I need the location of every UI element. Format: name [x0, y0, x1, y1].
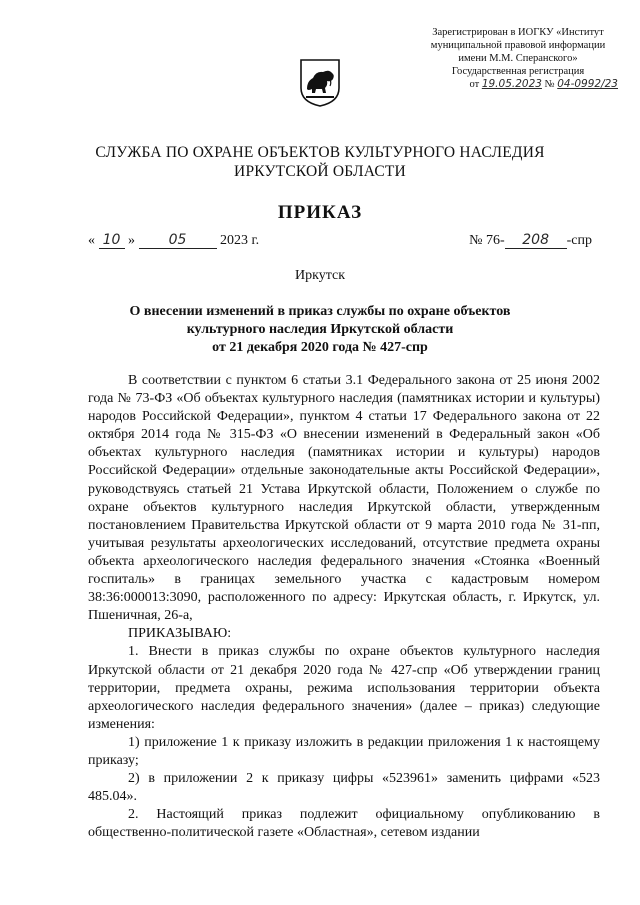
irkutsk-coat-of-arms-icon [298, 58, 342, 108]
registration-line-4: Государственная регистрация [451, 66, 585, 77]
date-day: 10 [99, 232, 125, 249]
registration-date: 19.05.2023 [481, 78, 542, 90]
order-number-suffix: -спр [566, 233, 592, 248]
date-month: 05 [139, 232, 217, 249]
item-1: 1. Внести в приказ службы по охране объектов культурного наследия Иркутской области от 21 декабря 2020 года № 427-спр «Об утверждении границ территории, предмета охраны, режима использования территории объекта археологического наследия федерального значения» (далее – приказ) следующие изменения: [88, 644, 600, 732]
agency-name-line-2: ИРКУТСКОЙ ОБЛАСТИ [234, 163, 406, 180]
subject-line-3: от 21 декабря 2020 года № 427-спр [212, 340, 428, 355]
preamble-paragraph: В соответствии с пунктом 6 статьи 3.1 Федерального закона от 25 июня 2002 года № 73-ФЗ «Об объектах культурного наследия (памятниках истории и культуры) народов Российской Федерации», пунктом 4 статьи 17 Федерального закона от 22 октября 2014 года № 315-ФЗ «О внесении изменений в Федеральный закон «Об объектах культурного наследия (памятниках истории и культуры) народов Российской Федерации» отдельные законодательные акты Российской Федерации», руководствуясь статьей 21 Устава Иркутской области, Положением о службе по охране объектов культурного наследия Иркутской области, утвержденным постановлением Правительства Иркутской области от 9 марта 2010 года № 31-пп, учитывая результаты археологических исследований, отсутствие предмета охраны объекта археологического наследия федерального значения «Стоянка «Военный госпиталь» в границах земельного участка с кадастровым номером 38:36:000013:3090, расположенного по адресу: Иркутская область, г. Иркутск, ул. Пшеничная, 26-а, [88, 373, 600, 624]
order-subject [60, 303, 580, 357]
document-body [88, 372, 600, 842]
subject-line-2: культурного наследия Иркутской области [186, 322, 454, 337]
order-number-value: 208 [505, 232, 567, 249]
item-2: 2. Настоящий приказ подлежит официальному опубликованию в общественно-политической газете «Областная», сетевом издании [88, 807, 600, 841]
date-open-quote: « [88, 233, 95, 248]
agency-name-line-1: СЛУЖБА ПО ОХРАНЕ ОБЪЕКТОВ КУЛЬТУРНОГО НАСЛЕДИЯ [95, 144, 545, 161]
date-year: 2023 г. [220, 233, 260, 248]
registration-line-2: муниципальной правовой информации [430, 40, 606, 51]
order-number-prefix: № 76- [469, 233, 505, 248]
registration-num-prefix: № [544, 79, 555, 90]
item-1-1: 1) приложение 1 к приказу изложить в редакции приложения 1 к настоящему приказу; [88, 734, 600, 768]
city: Иркутск [294, 268, 346, 283]
subject-line-1: О внесении изменений в приказ службы по охране объектов [129, 304, 511, 319]
order-number [469, 232, 592, 249]
registration-number-line [418, 78, 618, 91]
registration-number: 04-0992/23 [557, 78, 618, 90]
document-title: ПРИКАЗ [277, 202, 363, 223]
registration-date-prefix: от [469, 79, 480, 90]
agency-name [40, 143, 600, 181]
registration-stamp [418, 26, 618, 91]
registration-line-3: имени М.М. Сперанского» [458, 53, 578, 64]
registration-line-1: Зарегистрирован в ИОГКУ «Институт [432, 27, 604, 38]
item-1-2: 2) в приложении 2 к приказу цифры «523961» заменить цифрами «523 485.04». [88, 771, 600, 805]
order-date [88, 232, 259, 249]
date-close-quote: » [128, 233, 135, 248]
directive: ПРИКАЗЫВАЮ: [128, 626, 232, 642]
